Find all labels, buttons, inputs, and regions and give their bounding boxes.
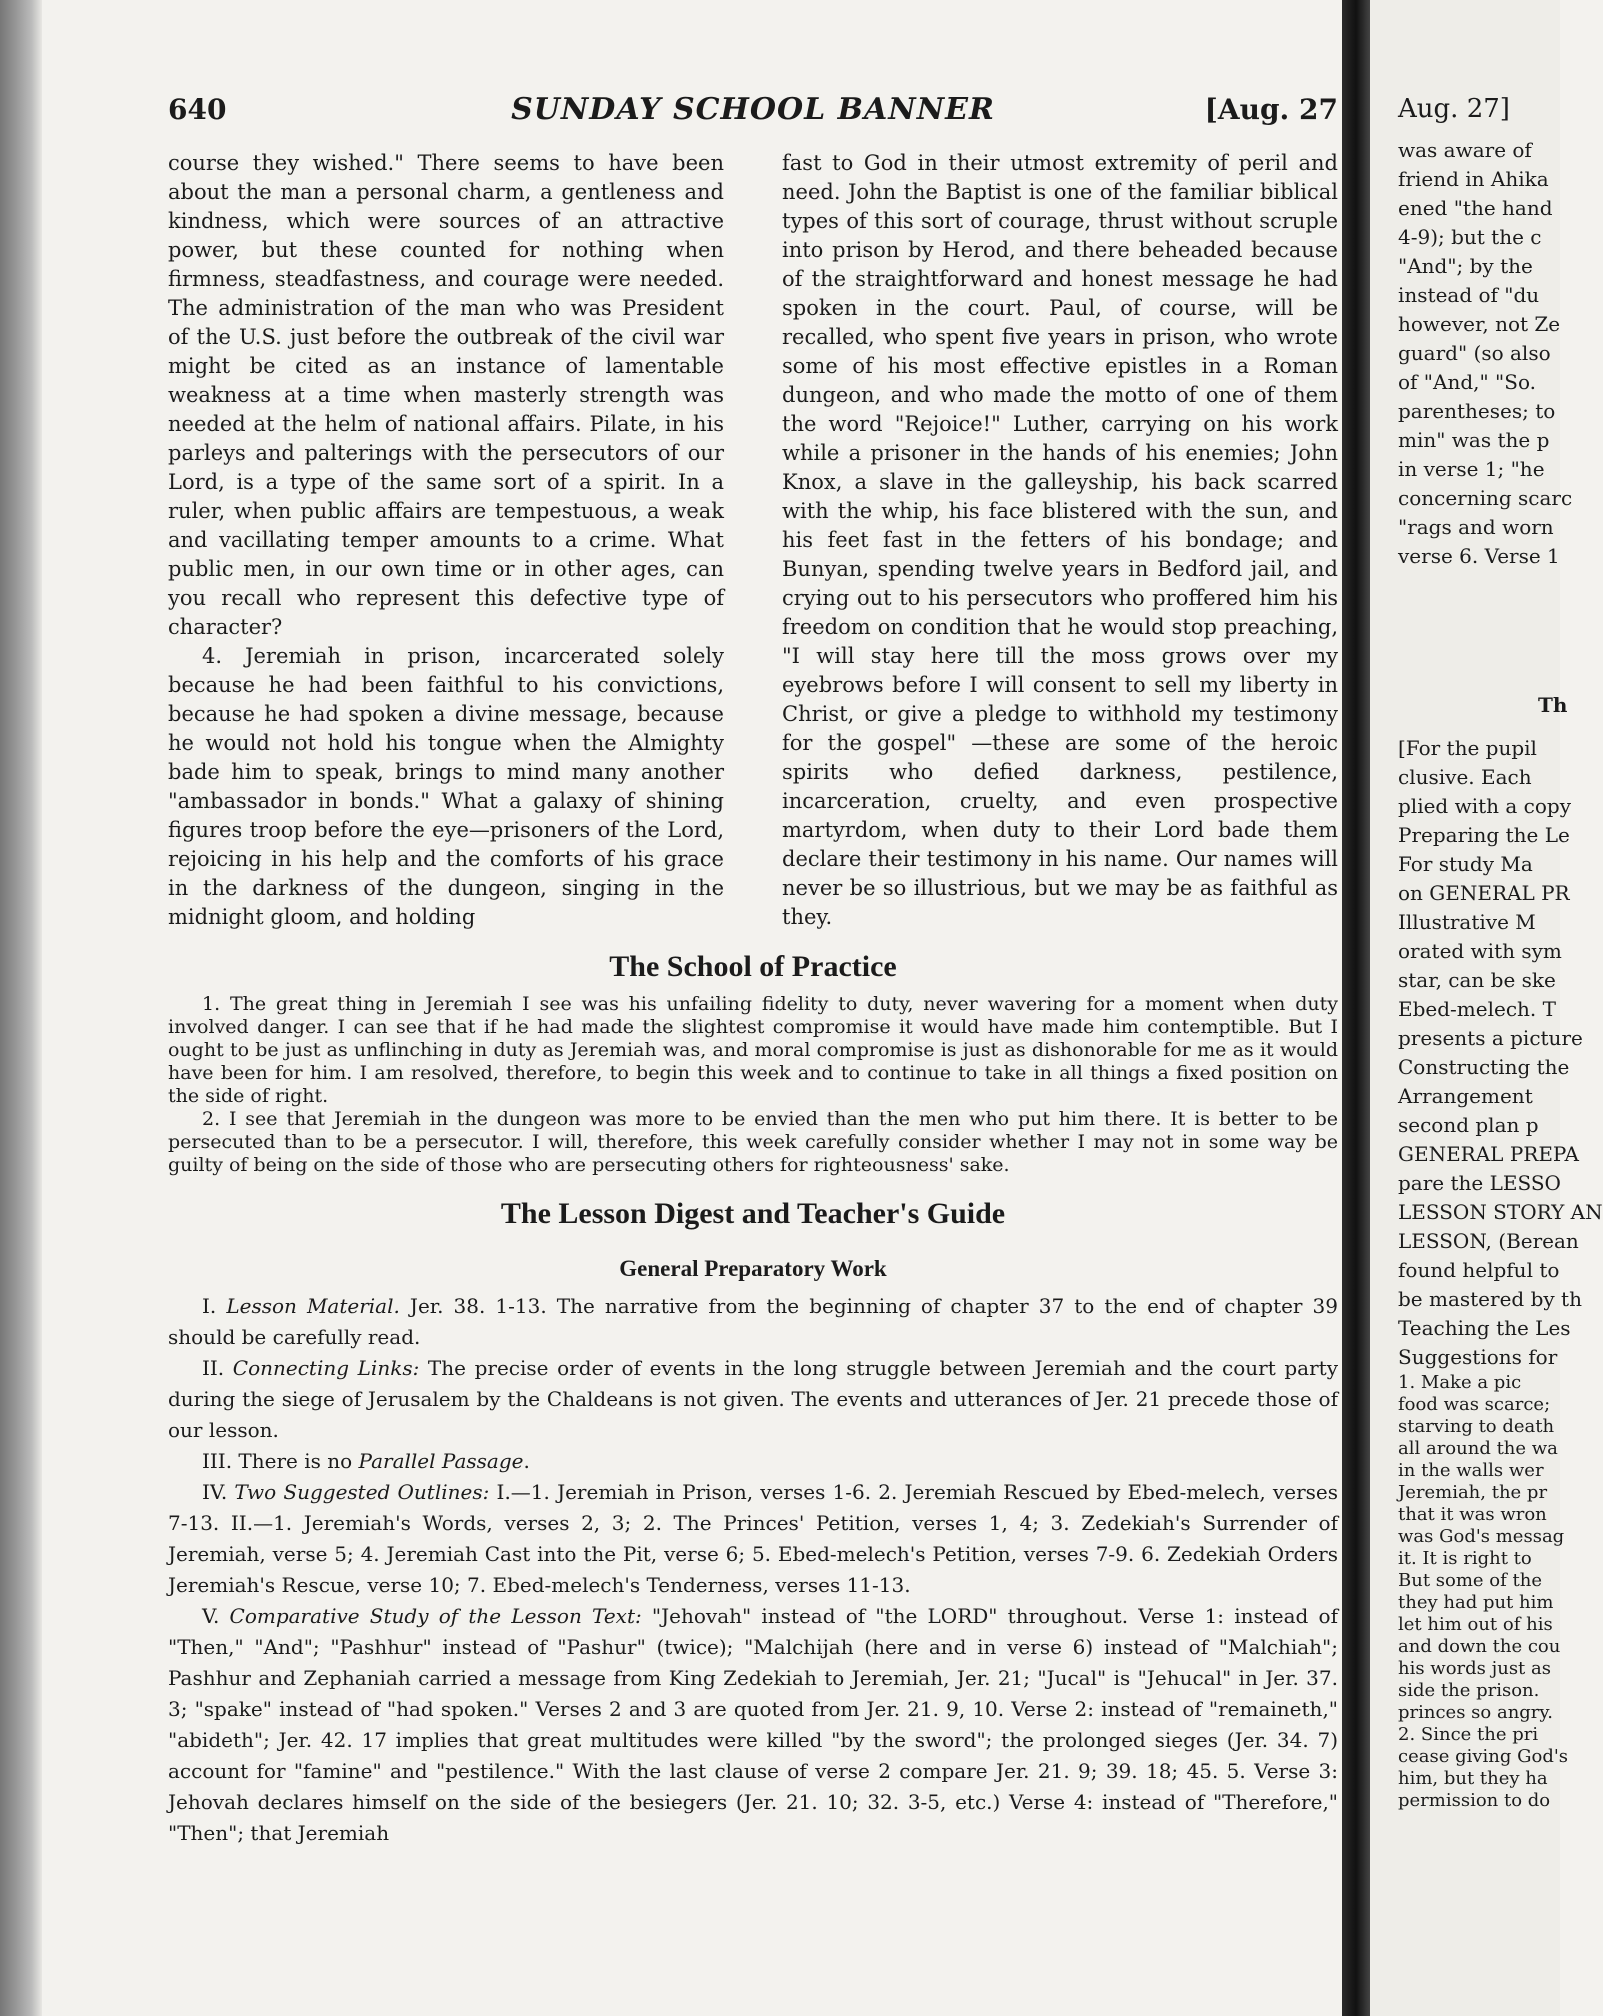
lesson-digest-section — [168, 1291, 1338, 1849]
digest-item-5: V. Comparative Study of the Lesson Text: "Jehovah" instead of "the LORD" throughout. Verse 1: instead of "Then," "And"; "Pashhur" instead of "Pashur" (twice); "Malchijah (here and in verse 6) instead of "Malchiah"; Pashhur and Zephaniah carried a message from King Zedekiah to Jeremiah, Jer. 21; "Jucal" is "Jehucal" in Jer. 37. 3; "spake" instead of "had spoken." Verses 2 and 3 are quoted from Jer. 21. 9, 10. Verse 2: instead of "remaineth," "abideth"; Jer. 42. 17 implies that great multitudes were killed "by the sword"; the prolonged sieges (Jer. 34. 7) account for "famine" and "pestilence." With the last clause of verse 2 compare Jer. 21. 9; 39. 18; 45. 5. Verse 3: Jehovah declares himself on the side of the besiegers (Jer. 21. 10; 32. 3-5, etc.) Verse 4: instead of "Therefore," "Then"; that Jeremiah — [168, 1604, 1338, 1845]
book-gutter-left — [0, 0, 42, 2016]
left-column — [168, 149, 724, 932]
adjacent-line: presents a picture — [1398, 1026, 1583, 1050]
adjacent-line: Illustrative M — [1398, 910, 1536, 934]
adjacent-line: food was scarce; — [1398, 1394, 1551, 1415]
adjacent-line: "And"; by the — [1398, 254, 1533, 278]
adjacent-line: parentheses; to — [1398, 399, 1556, 423]
right-column — [782, 149, 1338, 932]
page-header — [168, 92, 1338, 135]
adjacent-line: second plan p — [1398, 1113, 1539, 1137]
adjacent-line: side the prison. — [1398, 1680, 1540, 1701]
adjacent-line: was God's messag — [1398, 1526, 1565, 1547]
adjacent-line: 4-9); but the c — [1398, 225, 1542, 249]
adjacent-line: let him out of his — [1398, 1614, 1553, 1635]
adjacent-line: all around the wa — [1398, 1438, 1558, 1459]
adjacent-line: in verse 1; "he — [1398, 457, 1545, 481]
adjacent-line: however, not Ze — [1398, 312, 1561, 336]
adjacent-line: his words just as — [1398, 1658, 1551, 1679]
two-column-body — [168, 149, 1338, 932]
adjacent-line: permission to do — [1398, 1790, 1551, 1811]
adjacent-line: clusive. Each — [1398, 765, 1532, 789]
adjacent-line: was aware of — [1398, 138, 1532, 162]
practice-paragraph-1: 1. The great thing in Jeremiah I see was his unfailing fidelity to duty, never wavering for a moment when duty involved danger. I can see that if he had made the slightest compromise it would have made him contemptible. But I ought to be just as unflinching in duty as Jeremiah was, and moral compromise is just as dishonorable for me as it would have been for him. I am resolved, therefore, to begin this week and to continue to take in all things a fixed position on the side of right. — [168, 993, 1338, 1107]
adjacent-line: Preparing the Le — [1398, 823, 1570, 847]
adjacent-line: plied with a copy — [1398, 794, 1572, 818]
practice-paragraph-2: 2. I see that Jeremiah in the dungeon was more to be envied than the men who put him there. It is better to be persecuted than to be a persecutor. I will, therefore, this week carefully consider whether I may not in some way be guilty of being on the side of those who are persecuting others for righteousness' sake. — [168, 1108, 1338, 1176]
adjacent-line: LESSON, (Berean — [1398, 1229, 1579, 1253]
adjacent-line: be mastered by th — [1398, 1287, 1582, 1311]
adjacent-line: instead of "du — [1398, 283, 1540, 307]
adjacent-line: found helpful to — [1398, 1258, 1560, 1282]
lesson-digest-heading: The Lesson Digest and Teacher's Guide — [500, 1197, 1006, 1230]
adjacent-line: pare the LESSO — [1398, 1171, 1561, 1195]
adjacent-line: Teaching the Les — [1398, 1316, 1571, 1340]
digest-item-4: IV. Two Suggested Outlines: I.—1. Jeremiah in Prison, verses 1-6. 2. Jeremiah Rescued by Ebed-melech, verses 7-13. II.—1. Jeremiah's Words, verses 2, 3; 2. The Princes' Petition, verses 1, 4; 3. Zedekiah's Surrender of Jeremiah, verse 5; 4. Jeremiah Cast into the Pit, verse 6; 5. Ebed-melech's Petition, verses 7-9. 6. Zedekiah Orders Jeremiah's Rescue, verse 10; 7. Ebed-melech's Tenderness, verses 11-13. — [168, 1480, 1338, 1597]
adjacent-line: of "And," "So. — [1398, 370, 1536, 394]
adjacent-line: For study Ma — [1398, 852, 1533, 876]
adjacent-line: Jeremiah, the pr — [1398, 1482, 1548, 1503]
digest-item-2: II. Connecting Links: The precise order of events in the long struggle between Jeremiah and the court party during the siege of Jerusalem by the Chaldeans is not given. The events and utterances of Jer. 21 precede those of our lesson. — [168, 1356, 1338, 1442]
adjacent-line: Constructing the — [1398, 1055, 1570, 1079]
adjacent-line: him, but they ha — [1398, 1768, 1548, 1789]
page-number: 640 — [168, 93, 227, 126]
adjacent-line: min" was the p — [1398, 428, 1550, 452]
adjacent-page-text — [1398, 94, 1603, 1812]
adjacent-line: [For the pupil — [1398, 736, 1537, 760]
adjacent-line: princes so angry. — [1398, 1702, 1553, 1723]
adjacent-line: GENERAL PREPA — [1398, 1142, 1579, 1166]
adjacent-line: friend in Ahika — [1398, 167, 1549, 191]
adjacent-line: that it was wron — [1398, 1504, 1547, 1525]
adjacent-gap — [1398, 571, 1598, 691]
adjacent-line: and down the cou — [1398, 1636, 1561, 1657]
adjacent-line: starving to death — [1398, 1416, 1555, 1437]
general-preparatory-heading: General Preparatory Work — [619, 1256, 887, 1281]
adjacent-line: LESSON STORY AN — [1398, 1200, 1603, 1224]
adjacent-line: Arrangement — [1398, 1084, 1533, 1108]
page-date: [Aug. 27 — [1204, 93, 1338, 126]
adjacent-line: orated with sym — [1398, 939, 1562, 963]
adjacent-line: concerning scarc — [1398, 486, 1573, 510]
adjacent-line: Suggestions for — [1398, 1345, 1558, 1369]
adjacent-line: guard" (so also — [1398, 341, 1551, 365]
school-of-practice-heading: The School of Practice — [609, 950, 897, 983]
adjacent-top-lines — [1398, 136, 1598, 571]
book-spine-shadow — [1342, 0, 1370, 2016]
adjacent-mid-lines — [1398, 734, 1603, 1372]
adjacent-line: But some of the — [1398, 1570, 1542, 1591]
adjacent-line: Ebed-melech. T — [1398, 997, 1556, 1021]
right-paragraph-1: fast to God in their utmost extremity of peril and need. John the Baptist is one of the familiar biblical types of this sort of courage, thrust without scruple into prison by Herod, and there beheaded because of the straightforward and honest message he had spoken in the court. Paul, of course, will be recalled, who spent five years in prison, who wrote some of his most effective epistles in a Roman dungeon, and who made the motto of one of them the word "Rejoice!" Luther, carrying on his work while a prisoner in the hands of his enemies; John Knox, a slave in the galleyship, his back scarred with the whip, his face blistered with the sun, and his feet fast in the fetters of his bondage; and Bunyan, spending twelve years in Bedford jail, and crying out to his persecutors who proffered him his freedom on condition that he would stop preaching, "I will stay here till the moss grows over my eyebrows before I will consent to sell my liberty in Christ, or give a pledge to withhold my testimony for the gospel" —these are some of the heroic spirits who defied darkness, pestilence, incarceration, cruelty, and even prospective martyrdom, when duty to their Lord bade them declare their testimony in his name. Our names will never be so illustrious, but we may be as faithful as they. — [782, 151, 1338, 929]
left-paragraph-1: course they wished." There seems to have been about the man a personal charm, a gentleness and kindness, which were sources of an attractive power, but these counted for nothing when firmness, steadfastness, and courage were needed. The administration of the man who was President of the U.S. just before the outbreak of the civil war might be cited as an instance of lamentable weakness at a time when masterly strength was needed at the helm of national affairs. Pilate, in his parleys and palterings with the persecutors of our Lord, is a type of the same sort of a spirit. In a ruler, when public affairs are tempestuous, a weak and vacillating temper amounts to a crime. What public men, in our own time or in other ages, can you recall who represent this defective type of character? — [168, 151, 724, 639]
main-page — [168, 92, 1339, 1849]
adjacent-line: cease giving God's — [1398, 1746, 1569, 1767]
adjacent-line: on GENERAL PR — [1398, 881, 1570, 905]
running-title: SUNDAY SCHOOL BANNER — [511, 92, 995, 127]
adjacent-section-title: Th — [1538, 693, 1568, 717]
digest-item-3: III. There is no Parallel Passage. — [202, 1449, 530, 1473]
adjacent-page-header: Aug. 27] — [1398, 94, 1510, 124]
adjacent-line: 1. Make a pic — [1398, 1372, 1522, 1393]
adjacent-line: verse 6. Verse 1 — [1398, 544, 1560, 568]
adjacent-line: "rags and worn — [1398, 515, 1554, 539]
adjacent-small-lines — [1398, 1372, 1598, 1812]
adjacent-line: it. It is right to — [1398, 1548, 1532, 1569]
adjacent-line: ened "the hand — [1398, 196, 1553, 220]
adjacent-line: star, can be ske — [1398, 968, 1556, 992]
school-of-practice-section — [168, 993, 1338, 1177]
adjacent-line: 2. Since the pri — [1398, 1724, 1539, 1745]
digest-item-1: I. Lesson Material. Jer. 38. 1-13. The narrative from the beginning of chapter 37 to the end of chapter 39 should be carefully read. — [168, 1294, 1339, 1349]
adjacent-line: they had put him — [1398, 1592, 1554, 1613]
left-paragraph-2: 4. Jeremiah in prison, incarcerated solely because he had been faithful to his convictions, because he had spoken a divine message, because he would not hold his tongue when the Almighty bade him to speak, brings to mind many another "ambassador in bonds." What a galaxy of shining figures troop before the eye—prisoners of the Lord, rejoicing in his help and the comforts of his grace in the darkness of the dungeon, singing in the midnight gloom, and holding — [168, 644, 724, 929]
adjacent-line: in the walls wer — [1398, 1460, 1544, 1481]
